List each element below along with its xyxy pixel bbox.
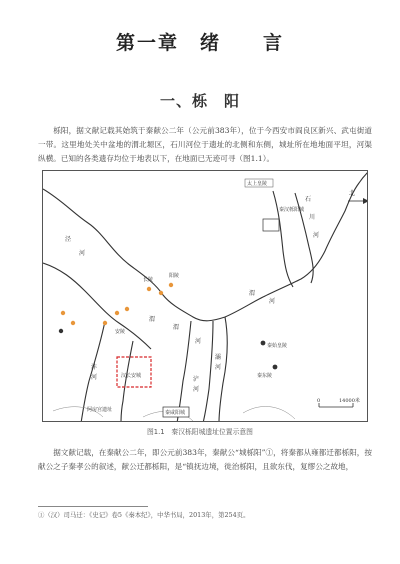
tomb-dot [273,365,278,370]
changan-outline [117,357,151,387]
river-label: 河 [79,250,86,257]
river-label: 河 [313,232,320,239]
paragraph-2: 据文献记载，在秦献公二年，即公元前383年，秦献公“城栎阳”①，将秦都从雍都迁都栎阳，按献公之子秦孝公的叙述，献公迁都栎阳，是“镇抚边境，徙治栎阳，且欲东伐，复缪公之故地， [38,448,372,471]
tomb-dot [125,307,129,311]
river-wei-west [43,263,154,349]
terrain-line [243,406,295,419]
river-label: 河 [215,364,222,371]
river-label: 渭 [173,324,180,331]
tomb-dot [159,291,163,295]
tomb-dot [71,321,75,325]
footnote: ①（汉）司马迁：《史记》卷5《秦本纪》，中华书局，2013年，第254页。 [38,511,250,519]
site7-label: 秦东陵 [257,373,273,379]
site8-label: 秦咸阳城 [165,410,186,416]
river-hao [121,341,133,422]
site2-label: 秦汉栎阳城 [279,207,305,213]
north-label: 北 [349,190,356,197]
section-title: 一、栎 阳 [159,92,240,110]
river-label: 河 [91,374,98,381]
rivers [43,171,368,422]
scale-bar [317,397,360,407]
tomb-markers [59,283,278,370]
yueyang-outline [263,219,279,231]
figure-caption: 图1.1 秦汉栎阳城遗址位置示意图 [147,428,253,436]
river-label: 河 [193,386,200,393]
site3-label: 长陵 [143,277,154,283]
river-ba [203,321,213,422]
site9-label: 阿房宫遗址 [87,407,113,413]
tomb-dot [103,321,107,325]
river-label: 渭 [149,316,156,323]
river-label: 川 [309,214,316,221]
tomb-dot [61,311,65,315]
river-label: 渭 [249,290,256,297]
site6-label: 秦始皇陵 [267,343,288,349]
north-arrow [348,189,368,204]
chapter-title: 第一章 绪 言 [115,32,284,54]
river-label: 河 [195,338,202,345]
river-label: 石 [305,196,312,203]
tomb-dot [59,329,63,333]
river-label: 河 [269,298,276,305]
location-map [42,170,368,422]
river-label: 泾 [65,236,72,243]
river-label: 浐 [193,376,200,383]
tomb-dot [147,287,151,291]
city-label: 汉长安城 [121,373,142,379]
tomb-dot [115,311,119,315]
paragraph-1: 栎阳，据文献记载其始筑于秦献公二年（公元前383年），位于今西安市阎良区新兴、武屯街道一带。这里地处关中盆地的渭北塬区，石川河位于遗址的北侧和东侧，城址所在地地面平坦，河渠纵横。已知的各类遗存均位于地表以下，在地面已无迹可寻（图1.1）。 [38,126,372,163]
river-shichuan [273,191,293,287]
site5-label: 安陵 [115,329,126,335]
tomb-dot [169,283,173,287]
map-svg [43,171,368,422]
river-label: 沣 [91,364,98,371]
tomb-dot [261,341,266,346]
site1-label: 太上皇陵 [247,181,268,187]
scale-zero: 0 [317,398,321,404]
scale-end: 14000米 [339,398,360,404]
site4-label: 阳陵 [169,273,180,279]
footnote-divider [38,506,148,507]
river-label: 灞 [215,354,222,361]
